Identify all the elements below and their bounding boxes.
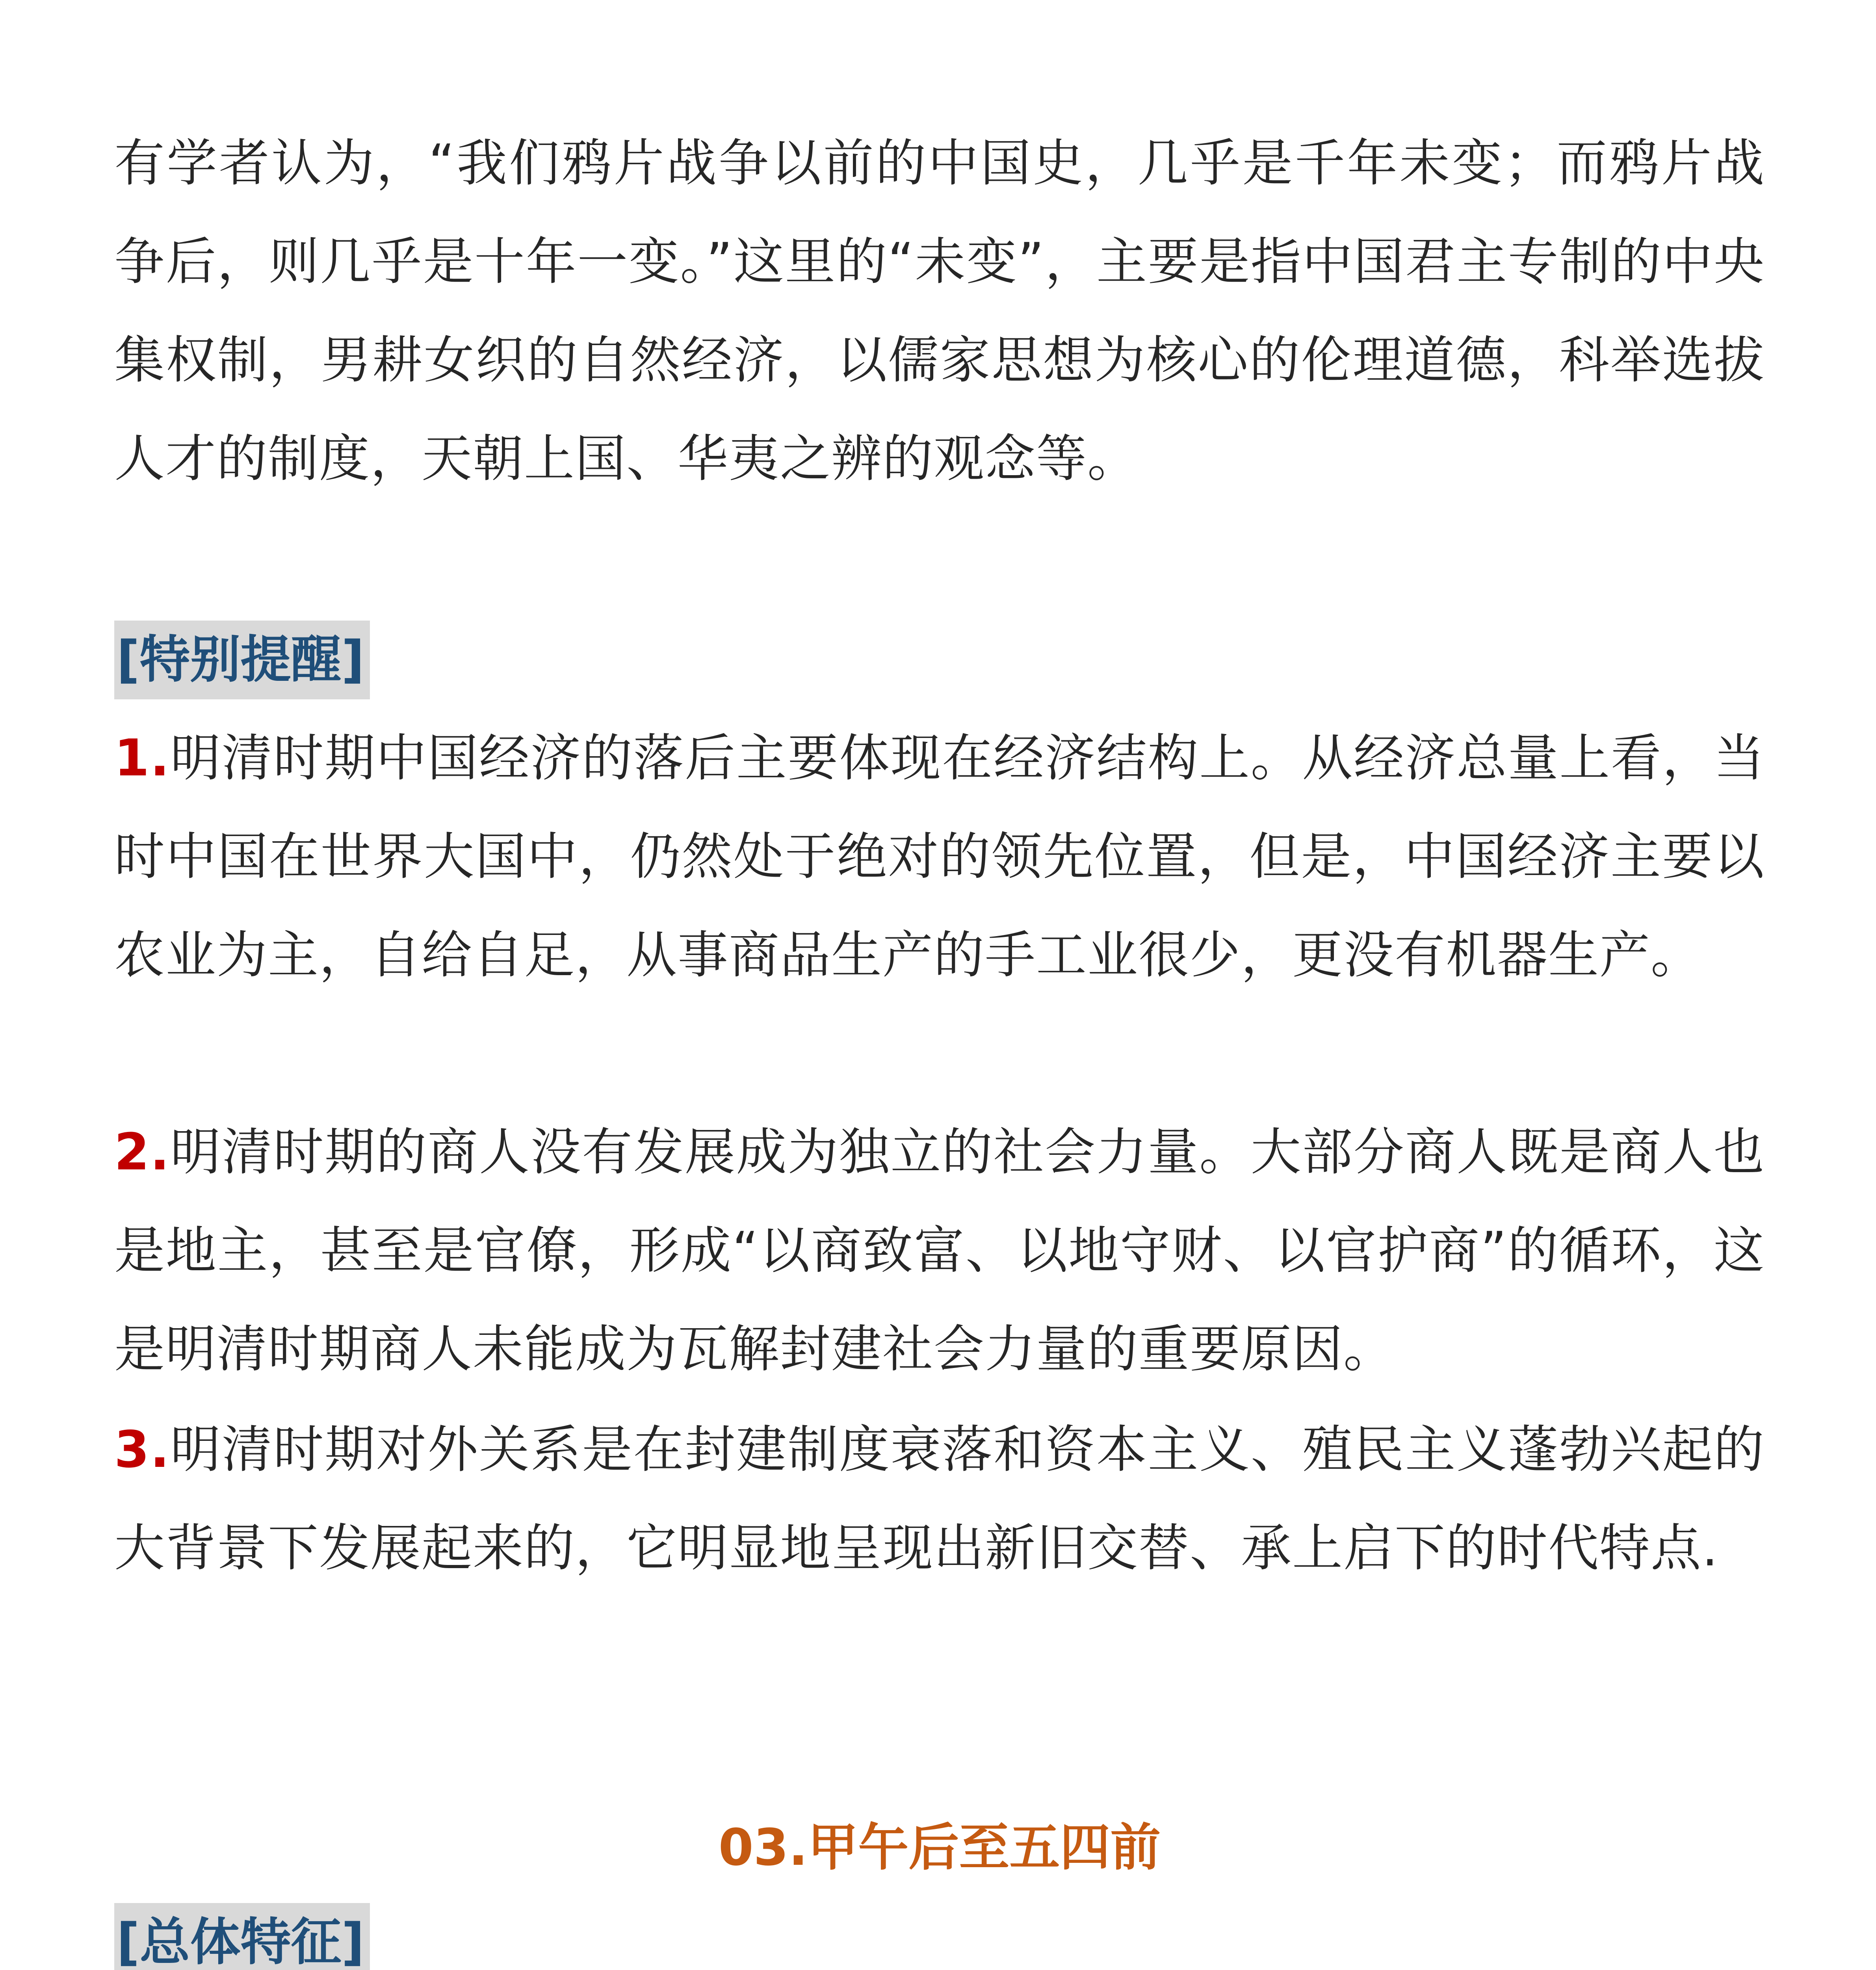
reminder-item-text: 明清时期中国经济的落后主要体现在经济结构上。从经济总量上看，当时中国在世界大国中，仍然处于绝对的领先位置，但是，中国经济主要以农业为主，自给自足，从事商品生产的手工业很少，更没有机器生产。 [114,729,1765,985]
reminder-item-3 [114,1401,1765,1598]
reminder-item-text: 明清时期对外关系是在封建制度衰落和资本主义、殖民主义蓬勃兴起的大背景下发展起来的，它明显地呈现出新旧交替、承上启下的时代特点. [114,1420,1765,1578]
reminder-item-number: 1. [114,729,170,788]
intro-paragraph: 有学者认为，“我们鸦片战争以前的中国史，几乎是千年未变；而鸦片战争后，则几乎是十年一变。”这里的“未变”，主要是指中国君主专制的中央集权制，男耕女织的自然经济，以儒家思想为核心的伦理道德，科举选拔人才的制度，天朝上国、华夷之辨的观念等。 [114,134,1765,488]
reminder-item-2 [114,1103,1765,1399]
section-title: 03.甲午后至五四前 [718,1818,1161,1877]
overall-features-tag: [总体特征] [114,1903,370,1970]
reminder-item-number: 2. [114,1123,170,1182]
special-reminder-tag: [特别提醒] [114,621,370,699]
reminder-item-1 [114,709,1765,1005]
reminder-item-number: 3. [114,1420,170,1479]
reminder-item-text: 明清时期的商人没有发展成为独立的社会力量。大部分商人既是商人也是地主，甚至是官僚，形成“以商致富、以地守财、以官护商”的循环，这是明清时期商人未能成为瓦解封建社会力量的重要原因。 [114,1123,1765,1379]
